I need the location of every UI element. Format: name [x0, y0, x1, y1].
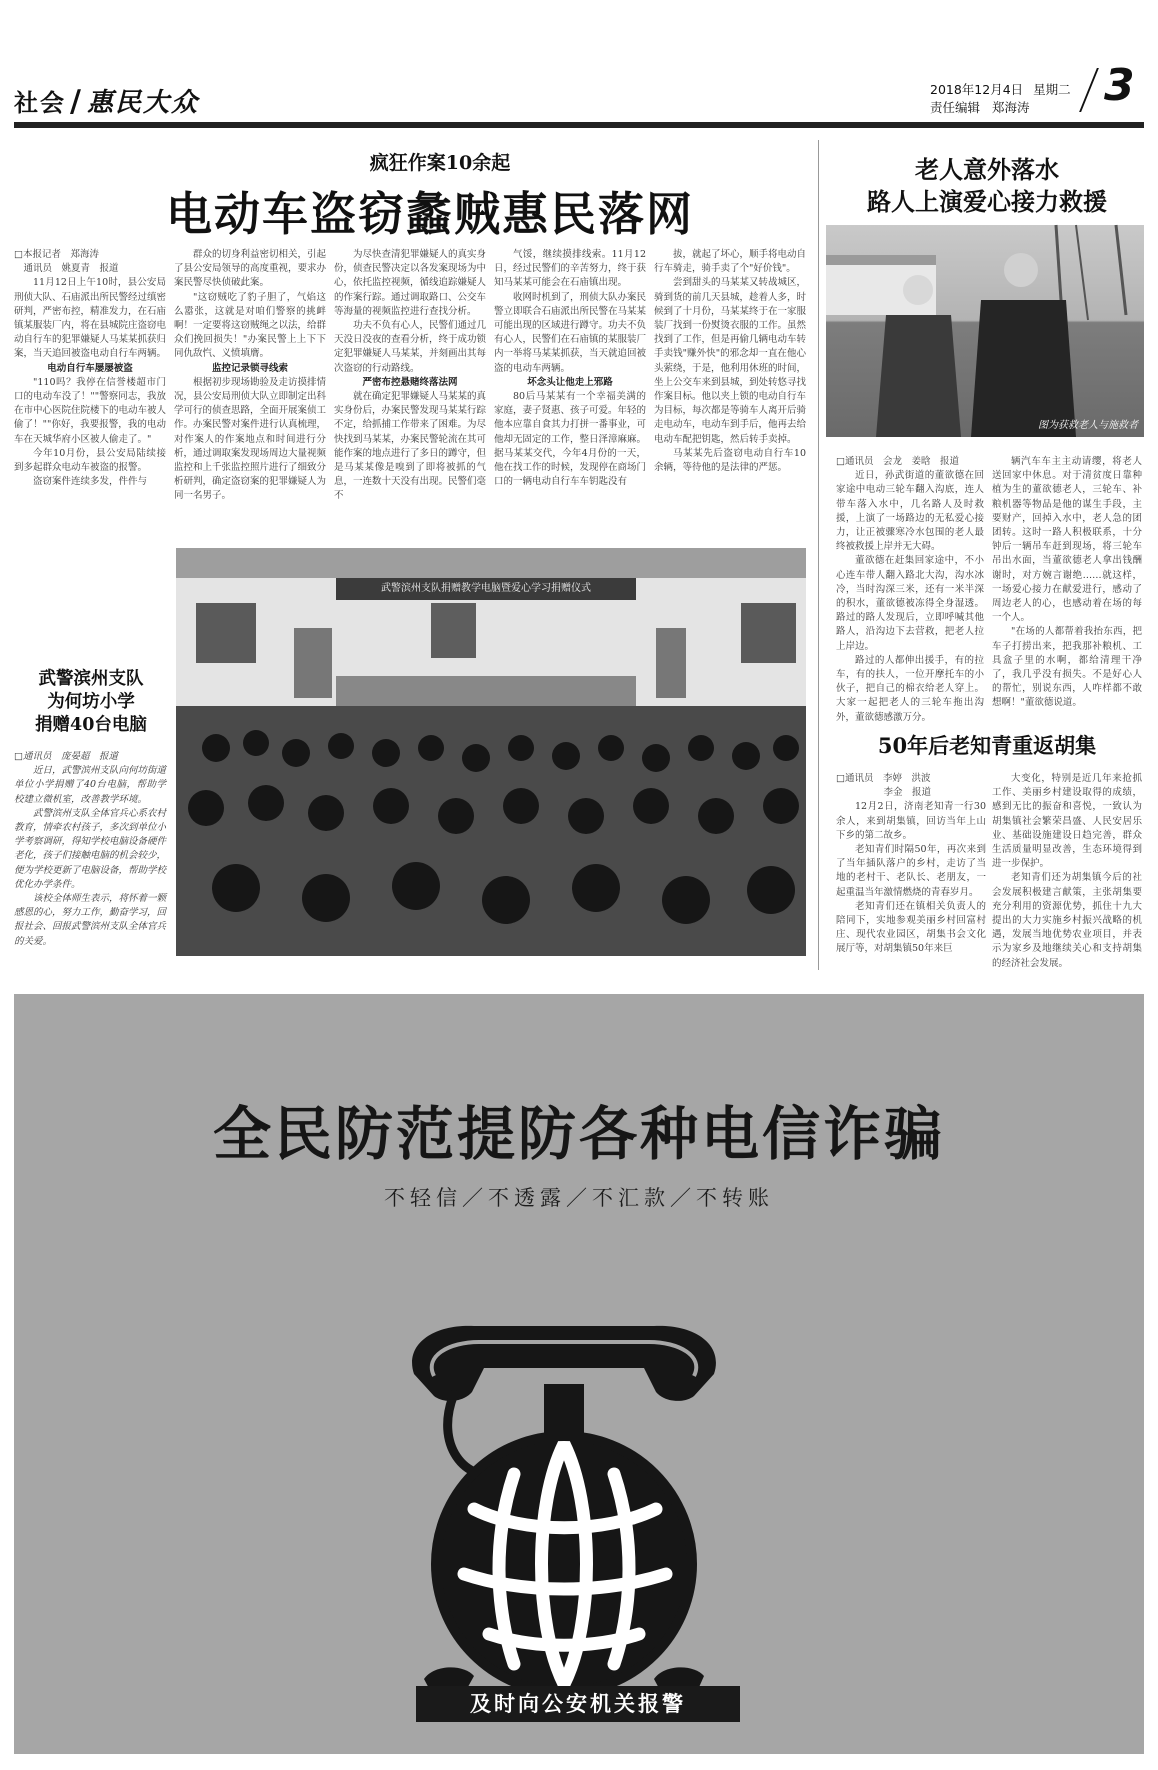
lead-paragraph: "这窃贼吃了豹子胆了，气焰这么嚣张，这就是对咱们警察的挑衅啊！一定要将这窃贼绳之以法，给群众们挽回损失！"办案民警上上下下同仇敌忾、义愤填膺。: [174, 291, 327, 360]
rescue-photo-caption: 图为获救老人与施救者: [1038, 420, 1138, 431]
lead-paragraph: 11月12日上午10时，县公安局刑侦大队、石庙派出所民警经过缜密研判，严密布控，精准发力，在石庙镇某服装厂内，将在县城院庄盗窃电动自行车的犯罪嫌疑人马某某抓获归案，当天追回被盗电动自行车两辆。: [14, 277, 167, 360]
armed-police-headline-3: 捐赠40台电脑: [35, 715, 147, 735]
zhiqing-paragraph: 老知青们还为胡集镇今后的社会发展积极建言献策，主张胡集要充分利用的资源优势，抓住十九大提出的大力实施乡村振兴战略的机遇，发展当地优势农业项目，并表示为家乡及地继续关心和支持胡集的经济社会发展。: [992, 872, 1142, 969]
lead-subheading: 严密布控悬赌终落法网: [362, 376, 458, 388]
ceremony-photo-scene: [176, 548, 806, 956]
editor-label: 责任编辑: [930, 100, 981, 115]
ceremony-photo: [176, 548, 806, 956]
lead-paragraph: 根据初步现场勘验及走访摸排情况，县公安局刑侦大队立即制定出科学可行的侦查思路，全面开展案侦工作。办案民警对案件进行认真梳理，对作案人的作案地点和时间进行分析，通过调取案发现场周边大量视频监控和上千张监控照片进行了细致分析研判，确定盗窃案的犯罪嫌疑人为同一名男子。: [174, 376, 327, 502]
rescue-headline-1: 老人意外落水: [915, 155, 1059, 184]
psa-panel: [14, 994, 1144, 1754]
lead-paragraph: 收网时机到了，刑侦大队办案民警立即联合石庙派出所民警在马某某可能出现的区域进行蹲守。功夫不负有心人，民警们在石庙镇的某服装厂内一举将马某某抓获，当天就追回被盗的电动车两辆。: [494, 291, 647, 374]
section-label: [14, 82, 199, 119]
lead-column-1: [14, 248, 166, 516]
rescue-column-2: [992, 455, 1142, 709]
armed-police-column: [14, 750, 166, 960]
psa-slogan: 不轻信／不透露／不汇款／不转账: [384, 1186, 774, 1210]
rescue-headline-2: 路人上演爱心接力救援: [867, 187, 1107, 216]
lead-paragraph: 尝到甜头的马某某又转战城区，骑到货的前几天县城，趁着人多，时候到了十月份，马某某终于在一家服装厂找到一份熨烫衣服的工作。虽然找到了工作，但是再偷几辆电动车转手卖钱"赚外快"的邪念却一直在他心头萦绕，于是，他利用休班的时间，坐上公交车来到县城，到处转悠寻找作案目标。他以夹上锁的电动自行车为目标，每次都是等骑车人离开后骑走电动车，电动车到手后，他再去给电动车配把钥匙，然后转手卖掉。: [654, 277, 807, 445]
date-text: 2018年12月4日: [930, 82, 1024, 97]
lead-paragraph: 就在确定犯罪嫌疑人马某某的真实身份后，办案民警发现马某某行踪不定，给抓捕工作带来了困难。为尽快找到马某某，办案民警轮流在其可能作案的地点进行了多日的蹲守，但是马某某像是嗅到了即将被抓的气息，一连数十天没有出现。民警们毫不: [334, 391, 487, 502]
lead-subheading: 电动自行车屡屡被盗: [47, 362, 133, 374]
rescue-photo-figures: [826, 225, 1144, 437]
lead-byline-1: □本报记者 郑海涛: [14, 249, 99, 260]
lead-column-2: [174, 248, 326, 516]
lead-paragraph: 气馁，继续摸排线索。11月12日，经过民警们的辛苦努力，终于获知马某某可能会在石庙镇出现。: [494, 249, 647, 289]
armed-police-paragraph: 武警滨州支队全体官兵心系农村教育，情牵农村孩子，多次到单位小学考察调研，得知学校电脑设备硬件老化，孩子们接触电脑的机会较少，便为学校更新了电脑设备，帮助学校优化办学条件。: [14, 807, 167, 890]
lead-column-4: [494, 248, 646, 516]
editor-name: 郑海涛: [992, 100, 1030, 115]
lead-paragraph: "110吗？我停在信誉楼超市门口的电动车没了！""警察同志，我放在市中心医院住院楼下的电动车被人偷了！""你好，我要报警，我的电动车在天城华府小区被人偷走了。": [14, 376, 167, 445]
rescue-paragraph: "在场的人都帮着我抬东西，把车子打捞出来，把我那补粮机、工具盒子里的水啊，都给清理干净了，我几乎没有损失。不是好心人的帮忙，别说东西，人咋样都不敢想啊！"董欲德说道。: [992, 626, 1142, 709]
page-slash: [1079, 68, 1099, 112]
rescue-byline: □通讯员 会龙 姜晗 报道: [836, 456, 959, 467]
issue-date: [930, 80, 1071, 98]
page-number: 3: [1104, 60, 1135, 111]
lead-paragraph: 为尽快查清犯罪嫌疑人的真实身份，侦查民警决定以各发案现场为中心，依托监控视频，循线追踪嫌疑人的作案行踪。通过调取路口、公交车等海量的视频监控进行查找分析。: [334, 249, 487, 317]
armed-police-byline: □通讯员 庞晏超 报道: [14, 751, 118, 762]
rescue-paragraph: 辆汽车车主主动请缨，将老人送回家中休息。对于清贫度日靠种植为生的董欲德老人，三轮车、补粮机器等物品是他的谋生手段，主要财产，回掉入水中，老人急的团团转。这时一路人积极联系，十分钟后一辆吊车赶到现场，将三轮车吊出水面，当董欲德老人拿出钱酬谢时，对方婉言谢绝……就这样，一场爱心接力在献爱进行，感动了周边老人的心，也感动着在场的每一个人。: [992, 456, 1142, 624]
column-divider: [818, 140, 819, 970]
zhiqing-column-2: [992, 772, 1142, 969]
lead-column-3: [334, 248, 486, 516]
rescue-paragraph: 董欲德在赶集回家途中，不小心连车带人翻入路北大沟，沟水冰冷，当时沟深三米，还有一米半深的积水，董欲德被冻得全身湿透。路过的路人发现后，立即呼喊其他路人，沿沟边下去营救，把老人拉上岸边。: [836, 555, 984, 652]
telephone-globe-icon: [394, 1284, 734, 1704]
lead-subheading: 监控记录锁寻线索: [211, 362, 288, 374]
rescue-column-1: [836, 455, 984, 723]
weekday-text: 星期二: [1033, 82, 1071, 97]
lead-byline-2: 通讯员 姚夏青 报道: [14, 263, 119, 275]
zhiqing-paragraph: 12月2日，济南老知青一行30余人，来到胡集镇，回访当年上山下乡的第二故乡。: [836, 801, 986, 841]
lead-paragraph: 今年10月份，县公安局陆续接到多起群众电动车被盗的报警。: [14, 447, 166, 474]
lead-paragraph: 盗窃案件连续多发，件件与: [33, 476, 148, 488]
lead-paragraph: 功夫不负有心人，民警们通过几天没日没夜的查看分析，终于成功锁定犯罪嫌疑人马某某，并刻画出其每次盗窃的行动路线。: [334, 320, 487, 374]
zhiqing-byline-2: 李金 报道: [836, 787, 932, 799]
section-slash: /: [70, 84, 83, 119]
lead-paragraph: 拔，就起了坏心，顺手将电动自行车骑走，骑手卖了个"好价钱"。: [654, 249, 807, 275]
lead-column-5: [654, 248, 806, 516]
zhiqing-paragraph: 老知青们还在镇相关负责人的陪同下，实地参观美丽乡村回富村庄、现代农业园区，胡集书会文化展厅等，对胡集镇50年来巨: [836, 900, 986, 955]
rescue-paragraph: 近日，孙武街道的董欲德在回家途中电动三轮车翻入沟底，连人带车落入水中，几名路人及时救援，上演了一场路边的无私爱心接力，让正被骤寒冷水包围的老人最终被救援上岸并无大碍。: [836, 470, 984, 553]
armed-police-headline-2: 为何坊小学: [47, 692, 135, 712]
ceremony-banner-text: 武警滨州支队捐赠教学电脑暨爱心学习捐赠仪式: [381, 583, 591, 594]
lead-paragraph: 马某某先后盗窃电动自行车10余辆，等待他的是法律的严惩。: [654, 447, 806, 474]
lead-kicker: 疯狂作案10余起: [369, 152, 511, 174]
psa-bottom-banner: [416, 1686, 740, 1722]
masthead: [0, 0, 1158, 125]
ceremony-banner: [336, 578, 636, 600]
lead-headline: 电动车盗窃蠡贼惠民落网: [166, 187, 694, 241]
zhiqing-column-1: [836, 772, 986, 964]
psa-title: 全民防范提防各种电信诈骗: [212, 1100, 945, 1168]
lead-paragraph: 群众的切身利益密切相关，引起了县公安局领导的高度重视，要求办案民警尽快侦破此案。: [174, 249, 327, 289]
section-name: 社会: [14, 88, 66, 117]
editor-line: [930, 98, 1030, 116]
masthead-rule: [14, 122, 1144, 128]
lead-paragraph: 80后马某某有一个幸福美满的家庭，妻子贤惠、孩子可爱。年轻的他本应靠自食其力打拼一番事业，可他却无固定的工作，整日泽漳麻麻。据马某某交代，今年4月份的一天，他在找工作的时候，发现停在商场门口的一辆电动自行车车钥匙没有: [494, 391, 647, 488]
psa-bottom-banner-text: 及时向公安机关报警: [470, 1692, 686, 1716]
armed-police-paragraph: 该校全体师生表示，将怀着一颗感恩的心，努力工作，勤奋学习，回报社会、回报武警滨州支队全体官兵的关爱。: [14, 893, 167, 947]
rescue-photo: [826, 225, 1144, 437]
armed-police-paragraph: 近日，武警滨州支队向何坊街道单位小学捐赠了40台电脑，帮助学校建立微机室，改善教学环境。: [14, 765, 167, 805]
lead-subheading: 坏念头让他走上邪路: [527, 376, 613, 388]
rescue-paragraph: 路过的人都伸出援手，有的拉车，有的扶人，一位开摩托车的小伙子，把自己的棉衣给老人穿上。大家一起把老人的三轮车拖出沟外，董欲德感激万分。: [836, 654, 984, 723]
brand-name: 惠民大众: [86, 88, 199, 118]
armed-police-headline: [14, 668, 168, 737]
zhiqing-paragraph: 大变化，特别是近几年来抢抓工作、美丽乡村建设取得的成绩，感到无比的振奋和喜悦，一致认为胡集镇社会繁荣昌盛、人民安居乐业、基础设施建设日趋完善，群众生活质量明显改善，生态环境得到进一步保护。: [992, 773, 1142, 870]
armed-police-headline-1: 武警滨州支队: [38, 669, 144, 689]
zhiqing-headline: 50年后老知青重返胡集: [877, 733, 1097, 758]
zhiqing-paragraph: 老知青们时隔50年，再次来到了当年插队落户的乡村，走访了当地的老村干、老队长、老朋友，一起重温当年激情燃烧的青春岁月。: [836, 844, 986, 898]
zhiqing-byline-1: □通讯员 李婷 洪波: [836, 773, 931, 784]
